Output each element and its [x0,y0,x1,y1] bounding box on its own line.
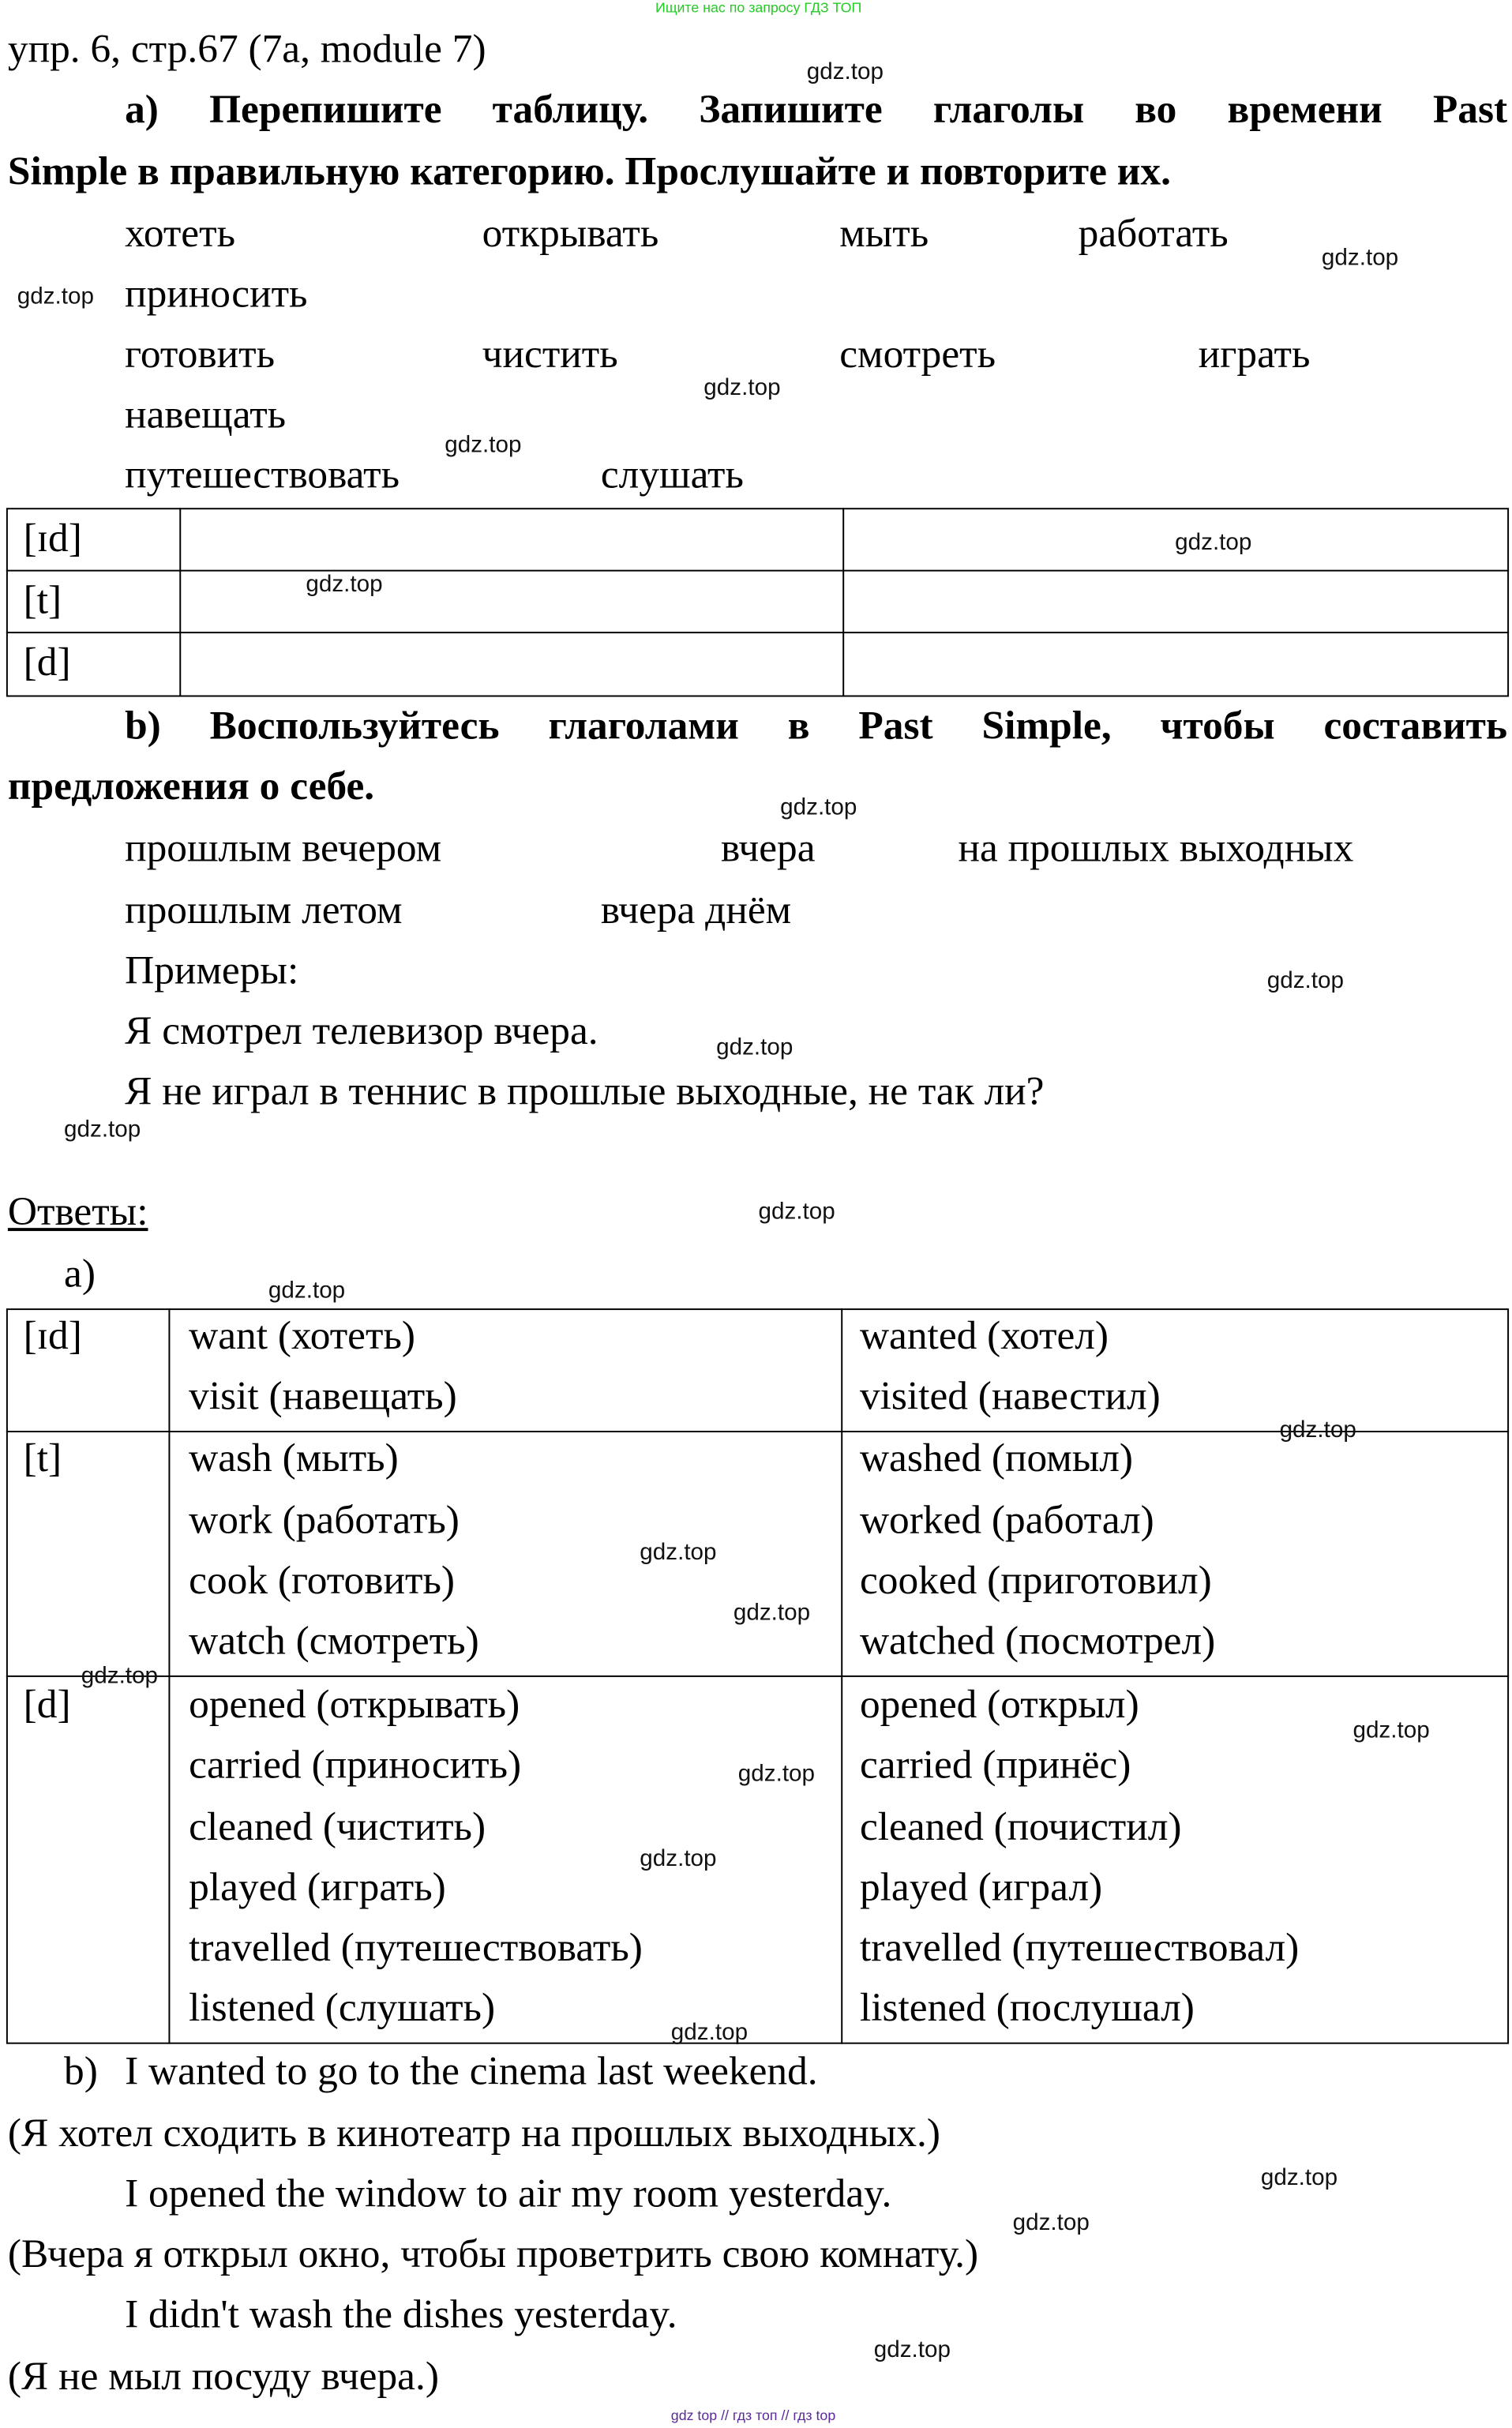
answer-base-form: listened (слушать) [189,1985,496,2031]
exercise-title: упр. 6, стр.67 (7a, module 7) [7,26,486,72]
gdz-watermark: gdz.top [1266,967,1345,995]
footer-watermark: gdz top // гдз топ // гдз top [670,2407,836,2424]
exercise-table [6,508,1509,696]
gdz-watermark: gdz.top [1012,2209,1090,2236]
gdz-watermark: gdz.top [268,1277,346,1304]
phrase: прошлым летом [125,887,403,933]
verb: готовить [125,331,276,377]
answer-base-form: cleaned (чистить) [189,1803,486,1849]
table-divider [6,1676,1509,1677]
table-divider [6,632,1509,633]
task-b-instruction: b) Воспользуйтесь глаголами в Past Simple, чтобы составить [125,703,1508,749]
table-divider [6,570,1509,572]
answer-past-form: listened (послушал) [859,1985,1195,2031]
gdz-watermark: gdz.top [445,432,522,459]
gdz-watermark: gdz.top [703,374,781,401]
table-label: [d] [23,639,71,685]
phrase: вчера [721,825,816,871]
gdz-watermark: gdz.top [64,1116,141,1143]
table-divider [179,508,181,696]
gdz-watermark: gdz.top [758,1198,835,1225]
table-divider [842,508,844,696]
gdz-watermark: gdz.top [1353,1717,1430,1744]
answer-past-form: worked (работал) [859,1497,1154,1543]
answer-translation: (Я не мыл посуду вчера.) [7,2353,439,2399]
gdz-watermark: gdz.top [640,1845,717,1872]
example-sentence: Я не играл в теннис в прошлые выходные, не так ли? [125,1068,1045,1114]
answer-base-form: played (играть) [189,1864,446,1910]
answer-a-label: a) [64,1251,96,1297]
table-label: [d] [23,1681,71,1727]
answer-past-form: washed (помыл) [859,1435,1134,1480]
answer-translation: (Я хотел сходить в кинотеатр на прошлых выходных.) [7,2110,940,2156]
answer-base-form: watch (смотреть) [189,1618,479,1664]
verb: мыть [839,210,929,256]
gdz-watermark: gdz.top [670,2019,748,2046]
answer-base-form: visit (навещать) [189,1373,457,1419]
example-sentence: Я смотрел телевизор вчера. [125,1008,598,1053]
answer-past-form: visited (навестил) [859,1373,1161,1419]
phrase: прошлым вечером [125,825,442,871]
gdz-watermark: gdz.top [1175,529,1252,557]
task-a-instruction: Simple в правильную категорию. Прослушайте и повторите их. [7,148,1171,194]
answer-sentence: I opened the window to air my room yesterday. [125,2171,892,2216]
gdz-watermark: gdz.top [737,1760,816,1788]
phrase: вчера днём [600,887,792,933]
verb: путешествовать [125,452,400,497]
examples-label: Примеры: [125,948,299,993]
answer-past-form: played (играл) [859,1864,1103,1910]
verb: играть [1198,331,1311,377]
answer-base-form: travelled (путешествовать) [189,1924,643,1970]
table-label: [ɪd] [23,516,82,561]
table-label: [ɪd] [23,1313,82,1358]
answer-base-form: wash (мыть) [189,1435,399,1480]
answer-base-form: work (работать) [189,1497,460,1543]
gdz-watermark: gdz.top [17,283,95,310]
verb: приносить [125,271,308,317]
answer-base-form: cook (готовить) [189,1557,456,1603]
answer-past-form: watched (посмотрел) [859,1618,1216,1664]
answer-translation: (Вчера я открыл окно, чтобы проветрить свою комнату.) [7,2231,979,2276]
answer-base-form: carried (приносить) [189,1742,522,1788]
gdz-watermark: gdz.top [780,794,857,821]
task-b-instruction: предложения о себе. [7,763,375,809]
answer-past-form: wanted (хотел) [859,1313,1109,1358]
verb: навещать [125,392,287,437]
gdz-watermark: gdz.top [1279,1417,1356,1443]
gdz-watermark: gdz.top [806,58,884,85]
verb: работать [1078,210,1229,256]
gdz-watermark: gdz.top [1321,244,1399,272]
task-a-instruction: a) Перепишите таблицу. Запишите глаголы во времени Past [125,86,1508,132]
verb: слушать [600,452,744,497]
answer-base-form: opened (открывать) [189,1681,520,1727]
answer-sentence: I wanted to go to the cinema last weekend. [125,2048,818,2094]
verb: смотреть [839,331,996,377]
gdz-watermark: gdz.top [716,1034,794,1061]
answer-past-form: cooked (приготовил) [859,1557,1212,1603]
phrase: на прошлых выходных [958,825,1354,871]
answer-past-form: opened (открыл) [859,1681,1139,1727]
gdz-watermark: gdz.top [306,571,383,598]
header-watermark: Ищите нас по запросу ГДЗ ТОП [655,0,862,16]
verb: открывать [482,210,659,256]
answer-past-form: carried (принёс) [859,1742,1131,1788]
answer-base-form: want (хотеть) [189,1313,416,1358]
table-label: [t] [23,1435,62,1480]
answer-sentence: I didn't wash the dishes yesterday. [125,2291,677,2337]
gdz-watermark: gdz.top [873,2336,951,2363]
verb: хотеть [125,210,236,256]
gdz-watermark: gdz.top [1260,2164,1338,2191]
answer-past-form: travelled (путешествовал) [859,1924,1300,1970]
table-label: [t] [23,577,62,623]
answer-past-form: cleaned (почистил) [859,1803,1182,1849]
gdz-watermark: gdz.top [81,1663,159,1690]
answer-b-label: b) [64,2048,98,2094]
answers-heading: Ответы: [7,1189,148,1234]
gdz-watermark: gdz.top [733,1599,811,1627]
gdz-watermark: gdz.top [640,1539,717,1566]
verb: чистить [482,331,618,377]
